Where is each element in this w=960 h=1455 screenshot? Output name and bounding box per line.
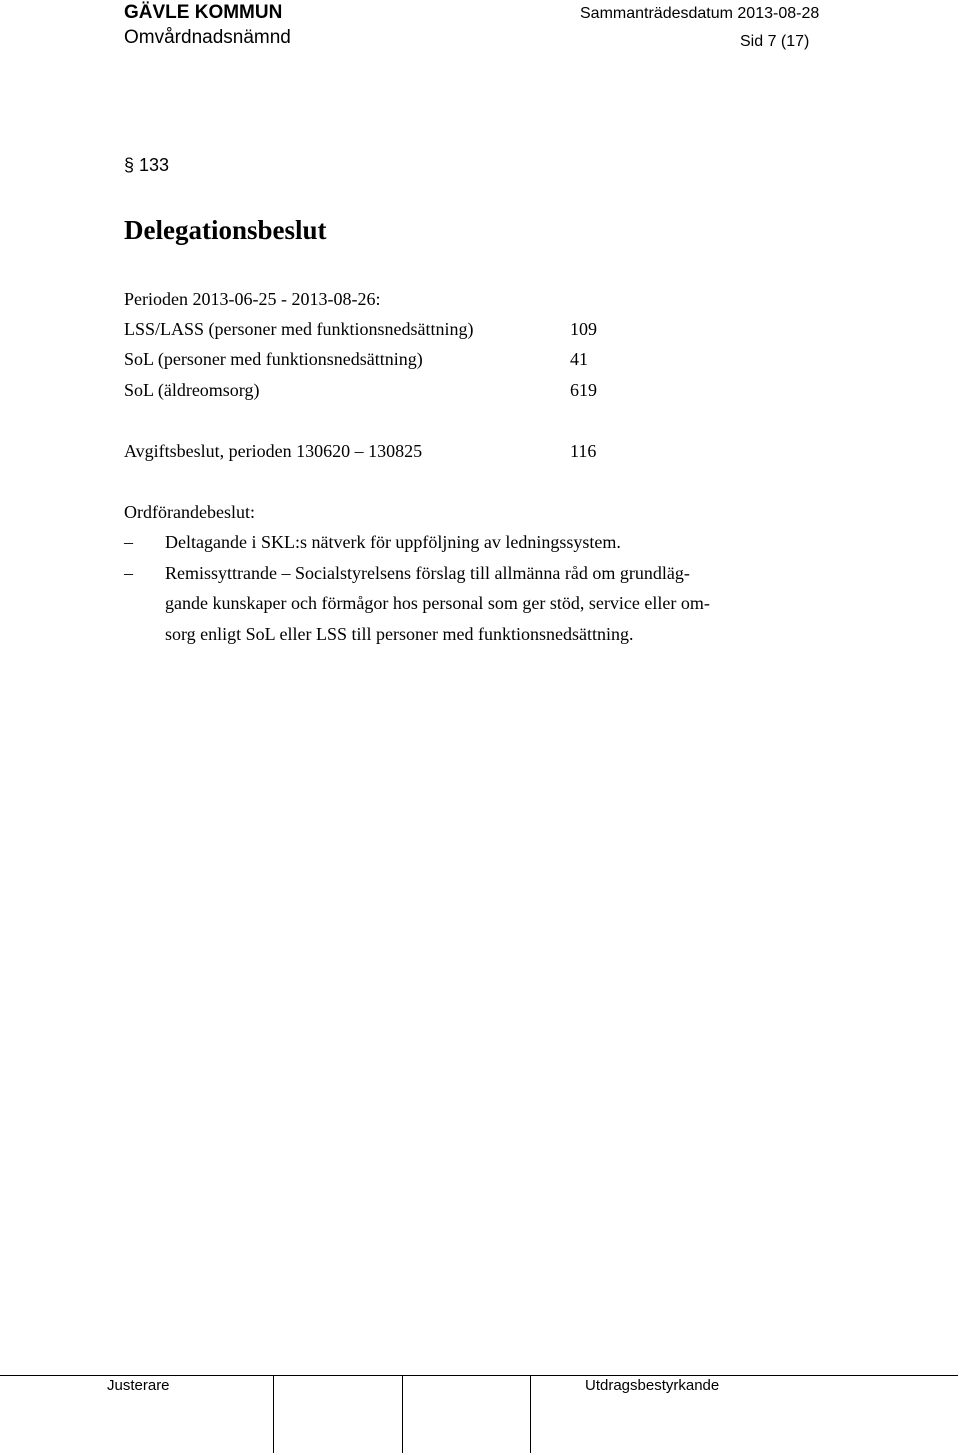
- fee-decision-count: 116: [570, 441, 597, 461]
- page-title: Delegationsbeslut: [124, 215, 327, 245]
- list-item-line: Deltagande i SKL:s nätverk för uppföljning av ledningssystem.: [165, 532, 621, 552]
- decision-count: 41: [570, 349, 588, 369]
- decision-label: LSS/LASS (personer med funktionsnedsättning): [124, 319, 474, 339]
- page-number: Sid 7 (17): [740, 33, 810, 50]
- extract-certification-label: Utdragsbestyrkande: [585, 1377, 720, 1394]
- adjuster-label: Justerare: [107, 1377, 170, 1394]
- list-bullet: –: [124, 532, 133, 552]
- meeting-date: Sammanträdesdatum 2013-08-28: [580, 5, 820, 22]
- footer-divider: [0, 1375, 958, 1376]
- period-heading: Perioden 2013-06-25 - 2013-08-26:: [124, 289, 381, 309]
- list-bullet: –: [124, 563, 133, 583]
- list-item-line: Remissyttrande – Socialstyrelsens förslag till allmänna råd om grundläg-: [165, 563, 690, 583]
- chair-decisions-heading: Ordförandebeslut:: [124, 502, 255, 522]
- footer-cell-divider: [402, 1375, 403, 1453]
- list-item-line: sorg enligt SoL eller LSS till personer med funktionsnedsättning.: [165, 624, 634, 644]
- organization-name: GÄVLE KOMMUN: [124, 2, 283, 23]
- decision-count: 109: [570, 319, 597, 339]
- decision-count: 619: [570, 380, 597, 400]
- decision-label: SoL (äldreomsorg): [124, 380, 260, 400]
- fee-decision-label: Avgiftsbeslut, perioden 130620 – 130825: [124, 441, 423, 461]
- footer-cell-divider: [273, 1375, 274, 1453]
- department-name: Omvårdnadsnämnd: [124, 27, 291, 48]
- paragraph-number: § 133: [124, 155, 170, 175]
- footer-cell-divider: [530, 1375, 531, 1453]
- list-item-line: gande kunskaper och förmågor hos personal som ger stöd, service eller om-: [165, 593, 710, 613]
- decision-label: SoL (personer med funktionsnedsättning): [124, 349, 423, 369]
